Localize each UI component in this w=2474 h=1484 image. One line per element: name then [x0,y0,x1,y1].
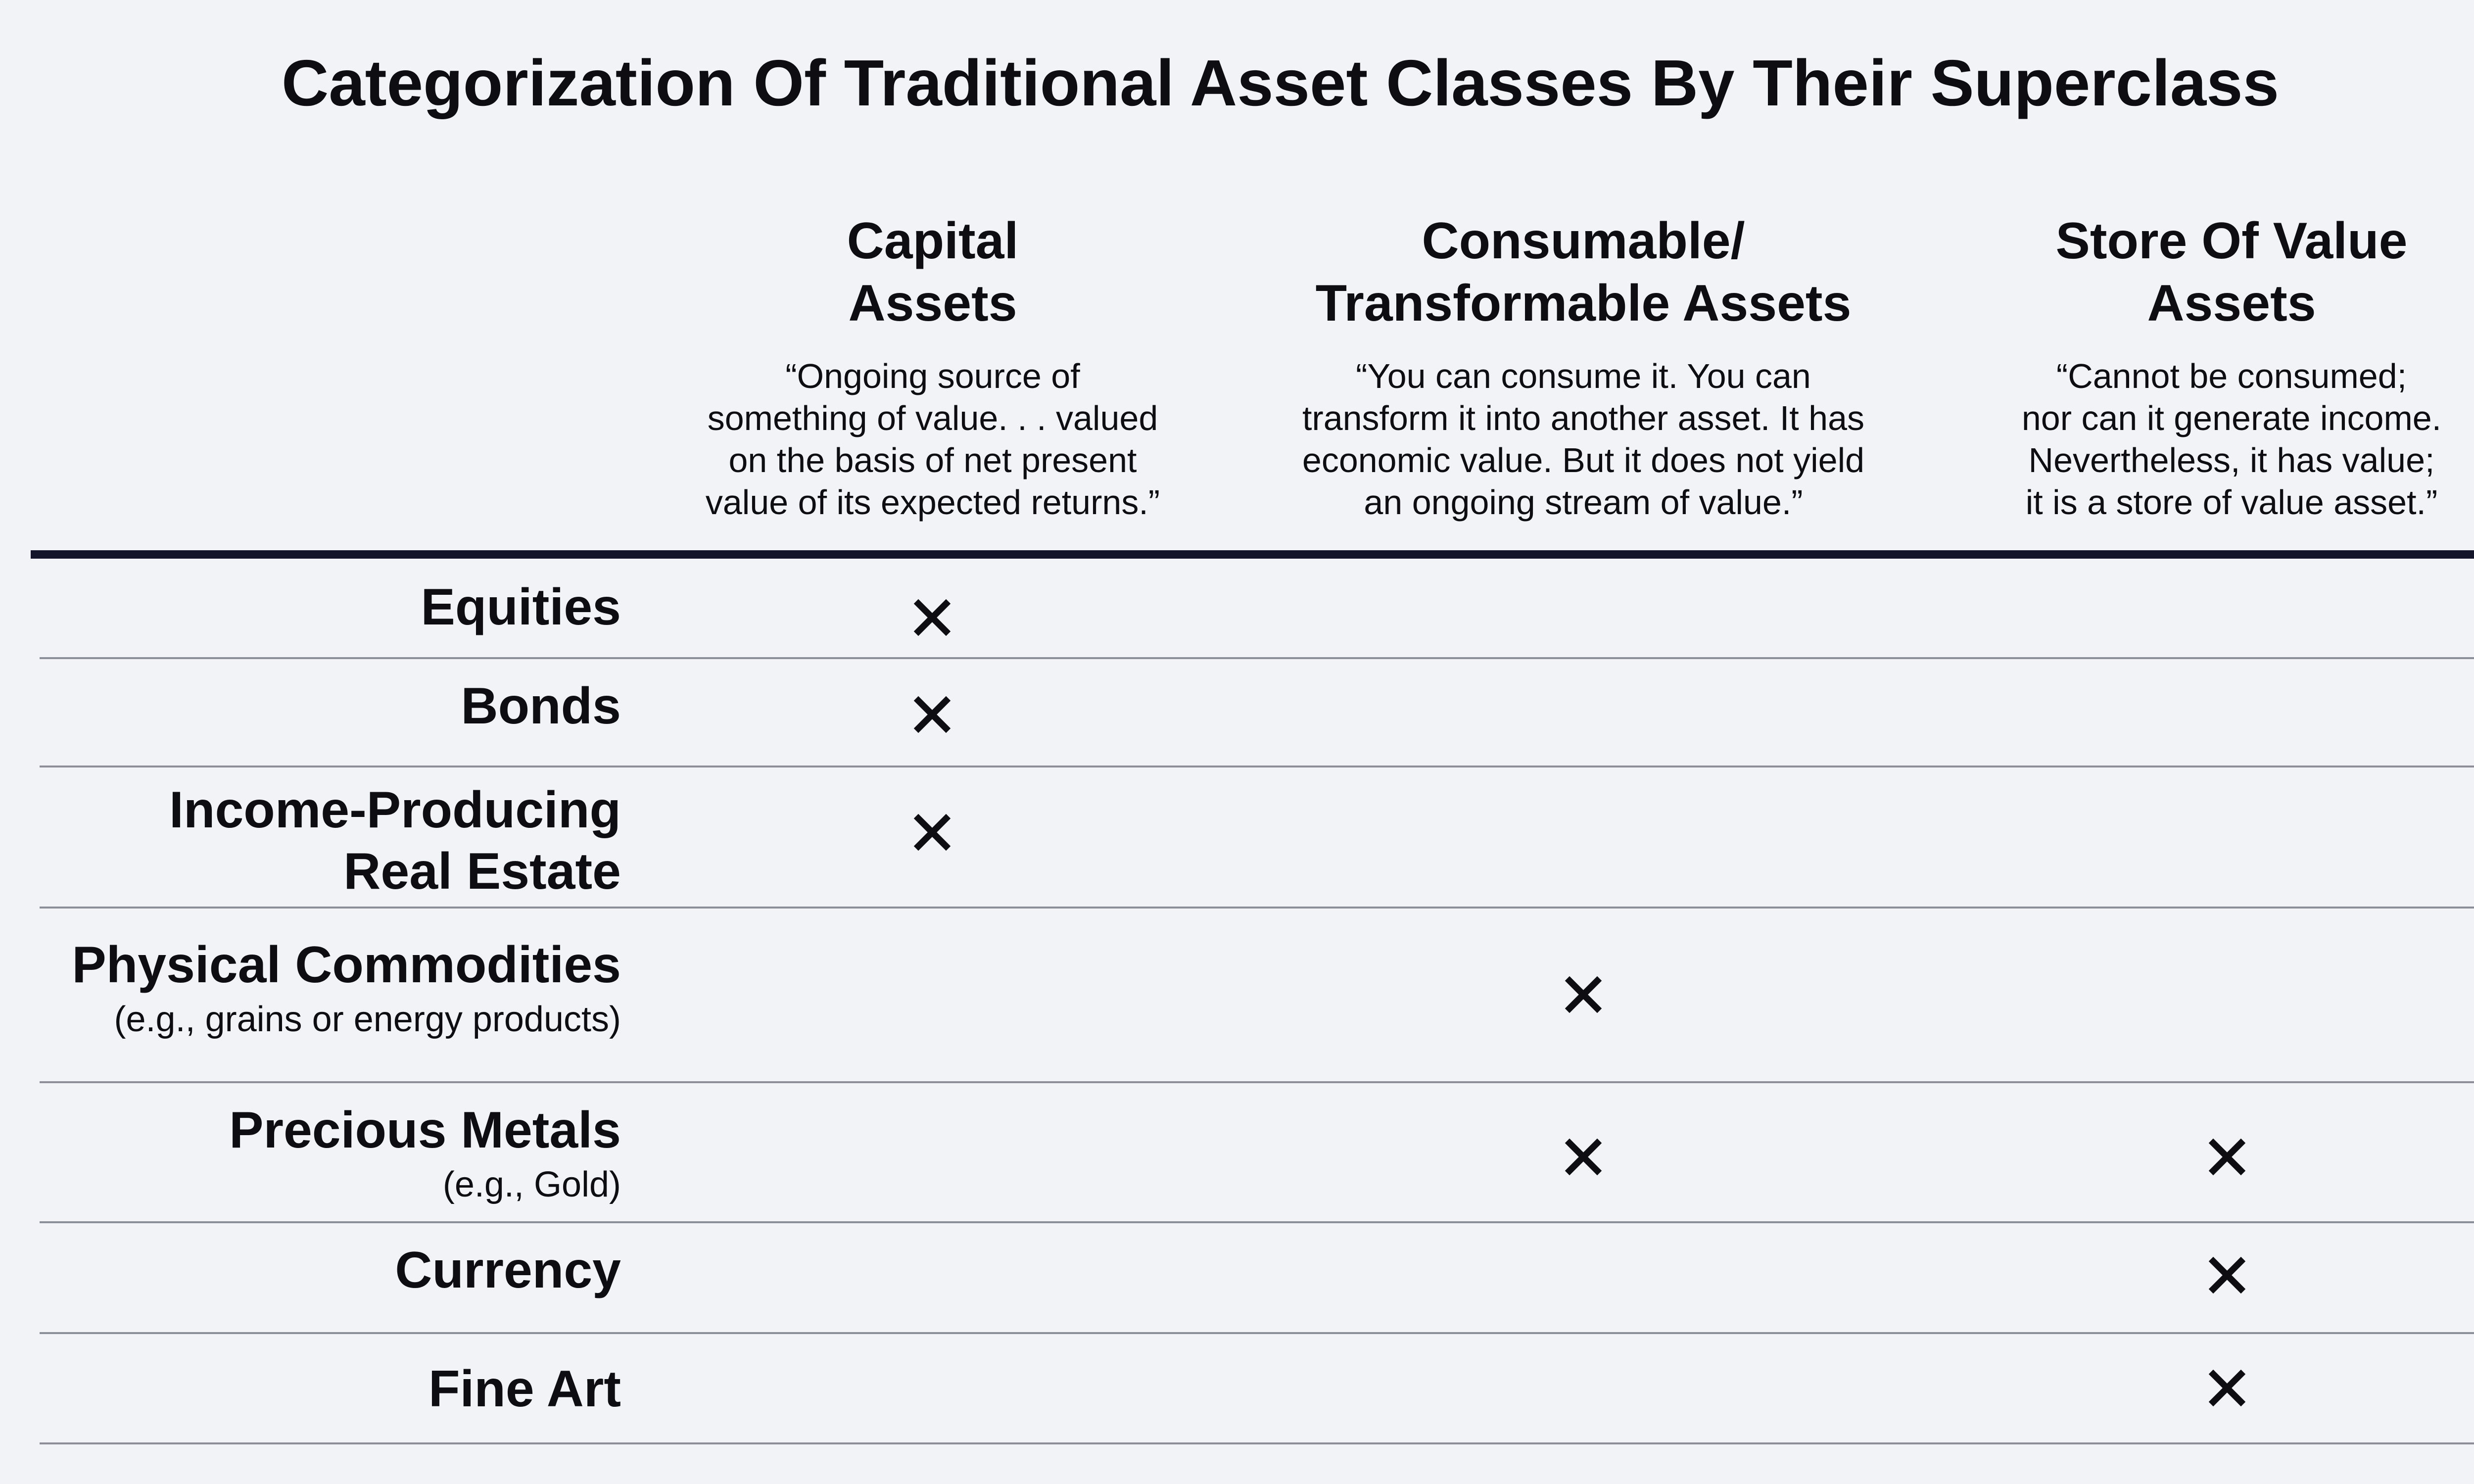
row-name: Real Estate [343,843,621,900]
column-description [656,355,1210,524]
column-quote-line: transform it into another asset. It has [1302,399,1865,437]
column-header-consumable-assets [1252,210,1915,524]
page-title: Categorization Of Traditional Asset Classes By Their Superclass [281,47,2280,119]
column-quote-line: Nevertheless, it has value; [2028,441,2435,479]
row-label-precious-metals [229,1100,621,1208]
column-description [1252,355,1915,524]
column-header-capital-assets [656,210,1210,524]
row-name: Physical Commodities [72,936,621,994]
row-label-equities [421,576,621,638]
row-label-fine-art [428,1358,621,1420]
row-divider [40,1442,2474,1444]
row-label-currency [395,1240,621,1301]
column-quote-line: “Cannot be consumed; [2056,357,2407,395]
x-mark-icon [2206,1254,2248,1296]
column-quote-line: “Ongoing source of [785,357,1080,395]
row-divider [40,1081,2474,1083]
row-divider [40,766,2474,767]
column-quote-line: an ongoing stream of value.” [1364,483,1803,522]
column-title-line: Assets [2147,275,2316,332]
row-name: Income-Producing [169,781,621,839]
row-example: (e.g., grains or energy products) [114,1000,621,1039]
x-mark-icon [2206,1367,2248,1409]
column-quote-line: economic value. But it does not yield [1302,441,1865,479]
column-title [656,210,1210,335]
x-mark-icon [911,812,953,853]
row-label-income-producing-real-estate [169,779,621,902]
row-divider [40,657,2474,659]
row-divider [40,1332,2474,1334]
column-quote-line: “You can consume it. You can [1356,357,1811,395]
row-name: Equities [421,578,621,636]
column-title-line: Capital [847,212,1019,270]
row-name: Currency [395,1242,621,1299]
column-quote-line: on the basis of net present [728,441,1137,479]
column-title-line: Assets [848,275,1017,332]
x-mark-icon [2206,1136,2248,1178]
header-divider [31,550,2474,559]
column-header-store-of-value-assets [1959,210,2474,524]
column-quote-line: something of value. . . valued [707,399,1158,437]
row-name: Precious Metals [229,1101,621,1159]
x-mark-icon [911,694,953,735]
row-label-bonds [461,675,621,737]
x-mark-icon [1563,974,1604,1015]
row-label-physical-commodities [72,934,621,1043]
row-name: Fine Art [428,1360,621,1418]
column-title-line: Transformable Assets [1315,275,1852,332]
column-title [1959,210,2474,335]
column-quote-line: nor can it generate income. [2021,399,2442,437]
row-divider [40,1221,2474,1223]
row-name: Bonds [461,677,621,735]
column-quote-line: it is a store of value asset.” [2025,483,2438,522]
row-example: (e.g., Gold) [442,1165,621,1204]
column-title [1252,210,1915,335]
x-mark-icon [911,597,953,638]
column-description [1959,355,2474,524]
column-title-line: Store Of Value [2055,212,2408,270]
row-divider [40,907,2474,909]
column-quote-line: value of its expected returns.” [705,483,1160,522]
x-mark-icon [1563,1136,1604,1178]
column-title-line: Consumable/ [1422,212,1745,270]
